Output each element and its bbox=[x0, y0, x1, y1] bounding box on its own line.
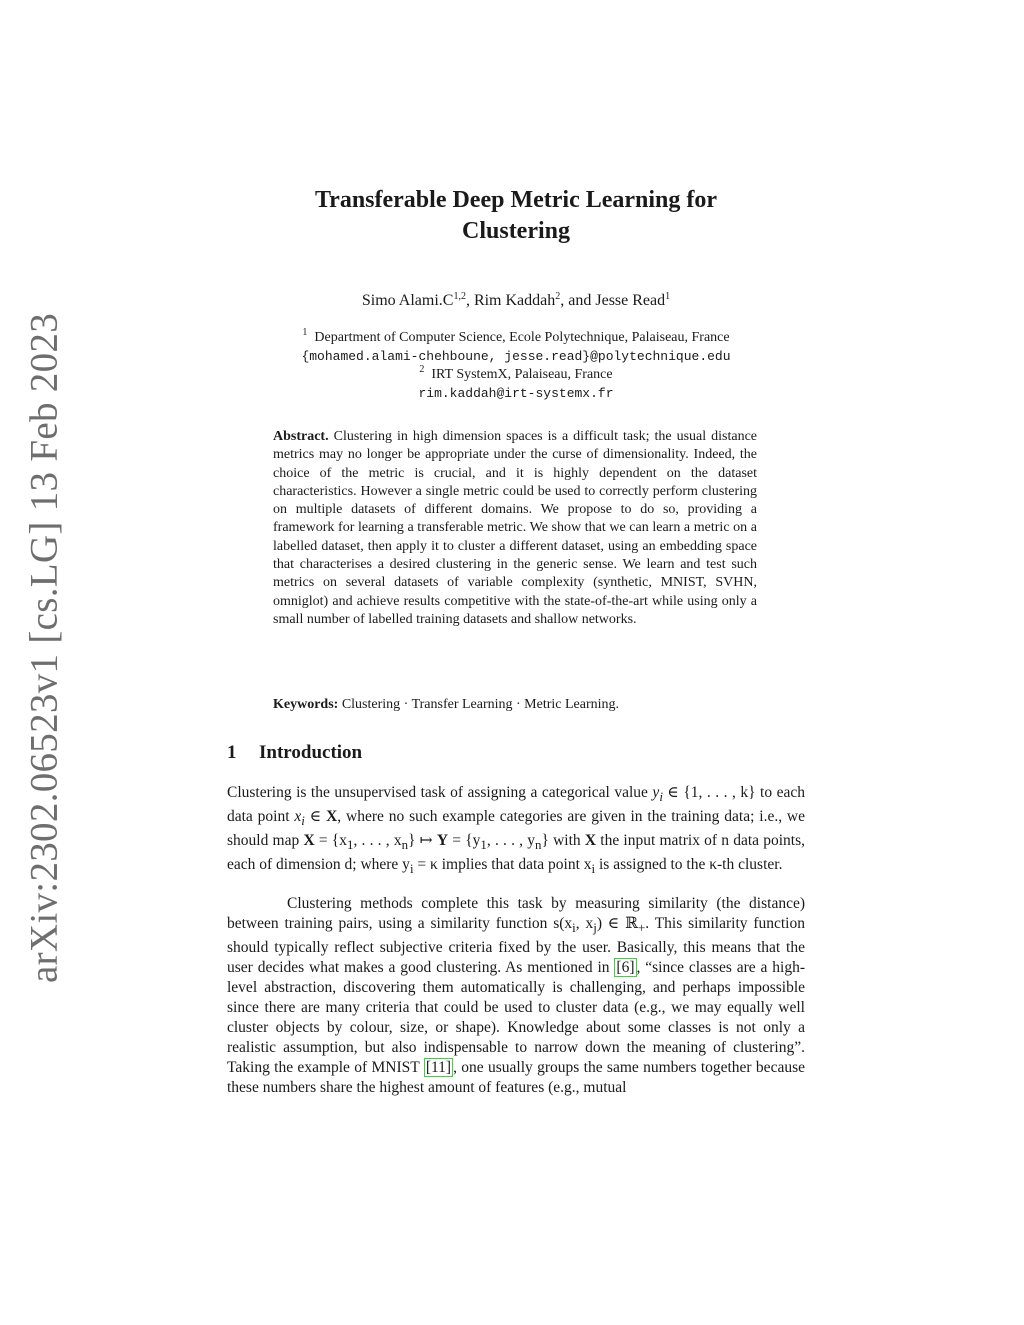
math-sub: i bbox=[301, 813, 305, 829]
keywords-text: Clustering · Transfer Learning · Metric Learning. bbox=[341, 697, 620, 712]
author-1: Simo Alami.C bbox=[361, 292, 454, 309]
author-2-affil: 2 bbox=[555, 291, 561, 302]
title-line-1: Transferable Deep Metric Learning for bbox=[314, 187, 718, 213]
math-sub: i bbox=[572, 920, 576, 936]
text-run: = {x bbox=[314, 832, 347, 850]
math-bold: Y bbox=[436, 832, 449, 850]
text-run: ) ∈ ℝ bbox=[596, 915, 638, 932]
text-run: , . . . , x bbox=[353, 832, 402, 850]
keywords bbox=[273, 696, 757, 714]
text-run: , where no such example categories are given in the training data; i.e., we should map bbox=[227, 808, 806, 850]
title-line-2: Clustering bbox=[462, 218, 570, 244]
abstract bbox=[273, 428, 757, 629]
math-sub: 1 bbox=[480, 837, 487, 853]
affiliation-2-mark: 2 bbox=[419, 364, 425, 375]
citation-link[interactable]: [11] bbox=[425, 1059, 452, 1077]
text-run: } ↦ bbox=[408, 832, 437, 850]
citation-link[interactable]: [6] bbox=[616, 959, 635, 977]
text-run: , . . . , y bbox=[486, 832, 536, 850]
text-run: the input matrix of n data points, each of dimension d; where y bbox=[227, 832, 806, 874]
math-bold: X bbox=[584, 832, 597, 850]
keywords-label: Keywords: bbox=[273, 697, 339, 712]
math-sub: 1 bbox=[346, 837, 354, 853]
affiliation-1-mark: 1 bbox=[302, 327, 308, 338]
math-var: x bbox=[294, 808, 302, 826]
text-run: , “since classes are a high-level abstraction, discovering them automatically is challenging, and perhaps impossible since there are many criteria that could be used to cluster data (e.g., we may equally well cluster objects by colour, size, or shape). Knowledge about some classes is not only a realistic assumption, but also indispensable to narrow down the meaning of clustering”. Taking the example of MNIST bbox=[227, 959, 805, 1077]
author-2: , Rim Kaddah bbox=[465, 292, 556, 309]
math-sub: n bbox=[401, 837, 409, 853]
author-3: , and Jesse Read bbox=[560, 292, 666, 309]
text-run: Clustering is the unsupervised task of assigning a categorical value bbox=[227, 784, 653, 801]
intro-paragraph-1 bbox=[227, 783, 805, 879]
text-run: = {y bbox=[448, 832, 481, 850]
text-run: ∈ {1, . . . , k} to each data point bbox=[227, 784, 805, 826]
intro-paragraph-2 bbox=[227, 894, 805, 1098]
text-run: Clustering methods complete this task by measuring similarity (the distance) between training pairs, using a similarity function s(x bbox=[227, 895, 805, 932]
author-3-affil: 1 bbox=[665, 291, 671, 302]
section-heading bbox=[227, 742, 362, 764]
author-1-affil: 1,2 bbox=[453, 291, 466, 302]
author-list bbox=[227, 292, 805, 310]
math-sub: j bbox=[593, 920, 597, 936]
section-number: 1 bbox=[227, 742, 237, 763]
text-run: is assigned to the κ-th cluster. bbox=[595, 856, 783, 874]
text-run: . This similarity function should typically reflect subjective criteria fixed by the user. Basically, this means that the user decides what makes a good clustering. As mentioned in bbox=[227, 915, 805, 977]
math-sub: i bbox=[591, 861, 596, 877]
affiliation-2-email: rim.kaddah@irt-systemx.fr bbox=[418, 385, 614, 401]
math-sub: i bbox=[409, 861, 414, 877]
text-run: ∈ bbox=[304, 808, 327, 826]
paper-title bbox=[227, 185, 805, 247]
math-bold: X bbox=[303, 832, 315, 850]
text-run: = κ implies that data point x bbox=[413, 856, 592, 874]
arxiv-sidebar bbox=[0, 0, 100, 1325]
math-bold: X bbox=[326, 808, 338, 826]
text-run: } with bbox=[541, 832, 585, 850]
section-title: Introduction bbox=[259, 742, 363, 763]
text-run: , one usually groups the same numbers together because these numbers share the highest amount of features (e.g., mutual bbox=[227, 1059, 805, 1097]
math-sub: i bbox=[659, 789, 663, 805]
affiliations bbox=[227, 329, 805, 403]
math-var: y bbox=[652, 784, 660, 801]
math-sub: n bbox=[535, 837, 542, 853]
math-sub: + bbox=[638, 920, 646, 936]
text-run: , x bbox=[575, 915, 594, 932]
affiliation-2: IRT SystemX, Palaiseau, France bbox=[431, 367, 613, 382]
arxiv-identifier: arXiv:2302.06523v1 [cs.LG] 13 Feb 2023 bbox=[22, 313, 66, 983]
abstract-label: Abstract. bbox=[273, 429, 329, 444]
affiliation-1: Department of Computer Science, Ecole Polytechnique, Palaiseau, France bbox=[314, 330, 730, 345]
affiliation-1-email: {mohamed.alami-chehboune, jesse.read}@polytechnique.edu bbox=[301, 348, 731, 364]
abstract-text: Clustering in high dimension spaces is a difficult task; the usual distance metrics may no longer be appropriate under the curse of dimensionality. Indeed, the choice of the metric is crucial, and it is highly dependent on the dataset characteristics. However a single metric could be used to correctly perform clustering on multiple datasets of different domains. We propose to do so, providing a framework for learning a transferable metric. We show that we can learn a metric on a labelled dataset, then apply it to cluster a different dataset, using an embedding space that characterises a desired clustering in the generic sense. We learn and test such metrics on several datasets of variable complexity (synthetic, MNIST, SVHN, omniglot) and achieve results competitive with the state-of-the-art while using only a small number of labelled training datasets and shallow networks. bbox=[273, 429, 758, 627]
